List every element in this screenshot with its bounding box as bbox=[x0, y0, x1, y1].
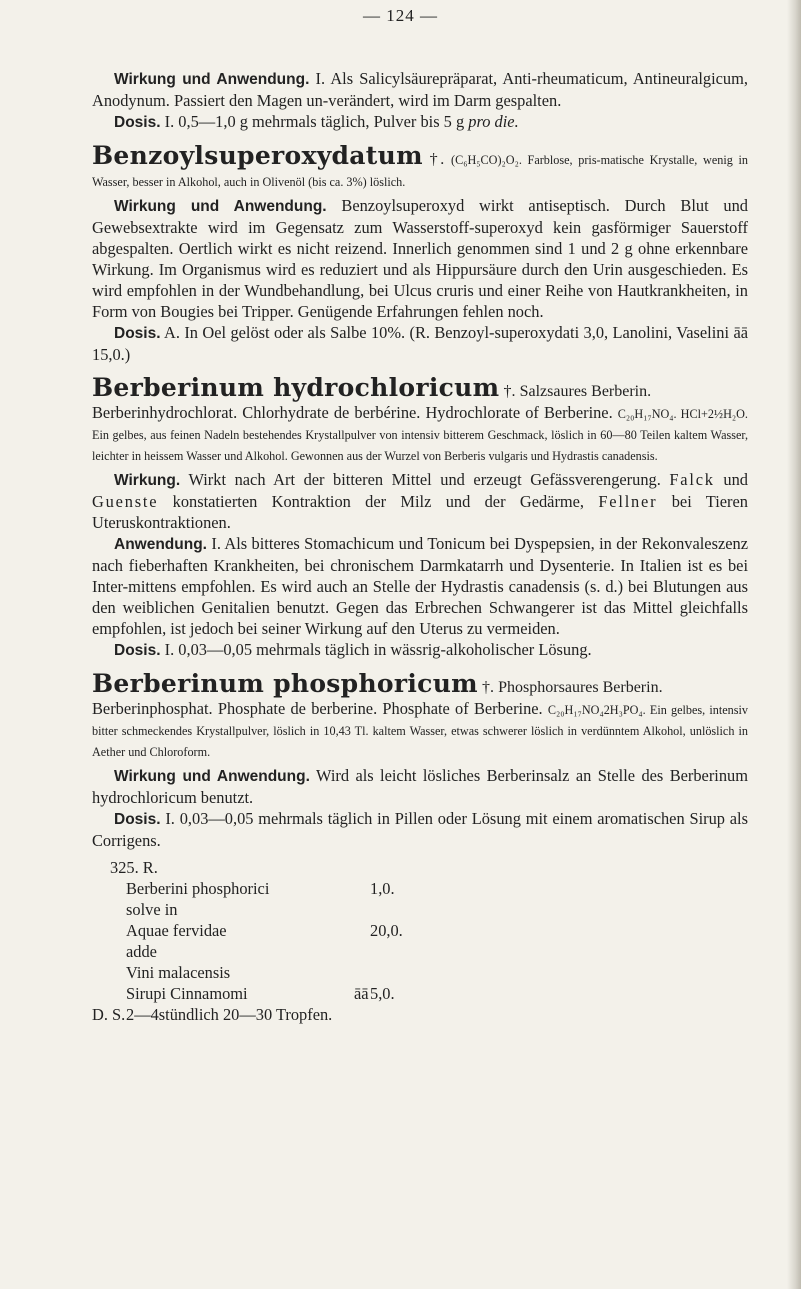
benzoyl-title: Benzoylsuperoxydatum bbox=[92, 141, 423, 170]
recipe-amount: 1,0. bbox=[370, 879, 395, 898]
recipe-ingredient: Berberini phosphorici bbox=[126, 879, 270, 898]
recipe-signatur bbox=[92, 1004, 748, 1025]
dosis-text: I. 0,5—1,0 g mehrmals täglich, Pulver bis 5 g bbox=[164, 112, 465, 131]
dosis-pro-die: pro die. bbox=[468, 112, 519, 131]
wirkung-keyword: Wirkung und Anwendung. bbox=[114, 71, 310, 88]
recipe-line bbox=[92, 920, 748, 941]
scan-edge-shadow bbox=[787, 0, 801, 1289]
dosis-text: I. 0,03—0,05 mehrmals täglich in Pillen oder Lösung mit einem aromatischen Sirup als Corrigens. bbox=[92, 809, 748, 850]
synonyms-text: Berberinhydrochlorat. Chlorhydrate de berbérine. Hydrochlorate of bbox=[92, 403, 539, 422]
berberin-phos-formula-description: C₂₀H₁₇NO₄2H₃PO₄. Ein gelbes, intensiv bitter schmeckendes Krystallpulver, löslich in 10,43 Tl. kaltem Wasser, etwas schwerer löslich in verdünntem Alkohol, unlöslich in Aether und Chloroform. bbox=[92, 703, 748, 759]
dagger-mark: †. bbox=[503, 383, 516, 400]
dosis-keyword: Dosis. bbox=[114, 114, 161, 131]
berberin-hcl-synonyms bbox=[92, 402, 748, 465]
wirkung-keyword: Wirkung und Anwendung. bbox=[114, 198, 327, 215]
berberin-hcl-dosis-paragraph bbox=[92, 639, 748, 661]
salicyl-wirkung-paragraph bbox=[92, 68, 748, 111]
berberin-phos-heading-paragraph bbox=[92, 669, 748, 698]
berberin-hcl-anwendung-paragraph bbox=[92, 533, 748, 639]
recipe-ds-label: D. S. bbox=[92, 1005, 126, 1024]
wirkung-text: I. Als Salicylsäurepräparat, Anti-rheumaticum, Antineuralgicum, Anodynum. Passiert den Magen un-verändert, wird im Darm gespalten. bbox=[92, 69, 748, 110]
author-fellner: Fellner bbox=[598, 492, 658, 511]
text-column bbox=[92, 68, 748, 1025]
berberin-phos-synonyms bbox=[92, 698, 748, 761]
berberin-phos-dosis-paragraph bbox=[92, 808, 748, 851]
recipe-number: 325. R. bbox=[110, 858, 158, 877]
recipe-line bbox=[92, 983, 748, 1004]
recipe-ingredient: Aquae fervidae bbox=[126, 921, 227, 940]
benzoyl-dosis-paragraph bbox=[92, 322, 748, 365]
wirkung-text: Wird als leicht lösliches Berberinsalz an Stelle des Berberinum hydrochloricum benutzt. bbox=[92, 766, 748, 807]
recipe-line bbox=[92, 899, 748, 920]
recipe-ds-text: 2—4stündlich 20—30 Tropfen. bbox=[126, 1005, 333, 1024]
berberin-hcl-german-name: Salzsaures Berberin. bbox=[519, 383, 652, 400]
wirkung-keyword: Wirkung. bbox=[114, 472, 181, 489]
recipe-line bbox=[92, 962, 748, 983]
wirkung-text-c: konstatierten Kontraktion der Milz und der Gedärme, bbox=[172, 492, 585, 511]
wirkung-text-b: und bbox=[723, 470, 748, 489]
synonyms-text: Berberinphosphat. Phosphate de berberine. Phosphate of Berberine. bbox=[92, 699, 543, 718]
dosis-text: A. In Oel gelöst oder als Salbe 10%. (R. Benzoyl-superoxydati 3,0, Lanolini, Vaselini āā 15,0.) bbox=[92, 323, 748, 364]
dosis-keyword: Dosis. bbox=[114, 325, 161, 342]
dosis-text: I. 0,03—0,05 mehrmals täglich in wässrig-alkoholischer Lösung. bbox=[164, 640, 592, 659]
recipe-instruction: solve in bbox=[126, 900, 178, 919]
benzoyl-wirkung-paragraph bbox=[92, 195, 748, 322]
benzoyl-heading-paragraph bbox=[92, 141, 748, 191]
page-number: — 124 — bbox=[363, 6, 438, 25]
synonyms-text-end: Berberine. bbox=[543, 403, 613, 422]
recipe-line bbox=[92, 878, 748, 899]
berberin-hcl-formula-description: C₂₀H₁₇NO₄. HCl+2½H₂O. Ein gelbes, aus feinen Nadeln bestehendes Krystallpulver von intensiv bitterem Geschmack, löslich in 60—80 Teilen kaltem Wasser, leichter in heissem Wasser und Alkohol. Gewonnen aus der Wurzel von Berberis vulgaris und Hydrastis canadensis. bbox=[92, 407, 748, 463]
dosis-keyword: Dosis. bbox=[114, 811, 161, 828]
recipe-ingredient: Vini malacensis bbox=[126, 963, 231, 982]
anwendung-text: I. Als bitteres Stomachicum und Tonicum bei Dyspepsien, in der Rekonvaleszenz nach fieberhaften Krankheiten, bei chronischem Darmkatarrh und Dysenterie. In Italien ist es bei Inter-mittens empfohlen. Es wird auch an Stelle der Hydrastis canadensis (s. d.) bei Blutungen aus den weiblichen Genitalien benutzt. Gegen das Erbrechen Schwangerer ist das Mittel gleichfalls empfohlen, ist jedoch bei seiner Wirkung auf den Uterus zu vermeiden. bbox=[92, 534, 748, 638]
berberin-hcl-wirkung-paragraph bbox=[92, 469, 748, 533]
dagger-mark: †. bbox=[429, 151, 445, 168]
wirkung-text-d: bei Tieren Uteruskontraktionen. bbox=[92, 492, 748, 532]
recipe-amount: 5,0. bbox=[370, 984, 395, 1003]
berberin-phos-title: Berberinum phosphoricum bbox=[92, 669, 478, 698]
dosis-keyword: Dosis. bbox=[114, 642, 161, 659]
wirkung-text: Benzoylsuperoxyd wirkt antiseptisch. Durch Blut und Gewebsextrakte wird im Gegensatz zum Wasserstoff-superoxyd kein gasförmiger Sauerstoff abgespalten. Oertlich wirkt es nicht reizend. Innerlich genommen sind 1 und 2 g ohne erkennbare Wirkung. Im Organismus wird es reduziert und als Hippursäure durch den Urin ausgeschieden. Es wird empfohlen in der Wundbehandlung, bei Ulcus cruris und einer Reihe von Hautkrankheiten, in Form von Bougies bei Tripper. Genügende Erfahrungen fehlen noch. bbox=[92, 196, 748, 321]
dagger-mark: †. bbox=[482, 679, 495, 696]
salicyl-dosis-paragraph bbox=[92, 111, 748, 133]
recipe-ingredient: Sirupi Cinnamomi bbox=[126, 984, 248, 1003]
benzoyl-formula-description: (C₆H₅CO)₂O₂. Farblose, pris-matische Krystalle, wenig in Wasser, besser in Alkohol, auch in Olivenöl (bis ca. 3%) löslich. bbox=[92, 153, 748, 189]
recipe-line bbox=[92, 941, 748, 962]
recipe-amount: 20,0. bbox=[370, 921, 403, 940]
berberin-hcl-title: Berberinum hydrochloricum bbox=[92, 373, 500, 402]
author-guenste: Guenste bbox=[92, 492, 159, 511]
recipe-header bbox=[92, 857, 748, 878]
recipe-instruction: adde bbox=[126, 942, 157, 961]
anwendung-keyword: Anwendung. bbox=[114, 536, 207, 553]
recipe-325 bbox=[92, 857, 748, 1025]
wirkung-keyword: Wirkung und Anwendung. bbox=[114, 768, 310, 785]
berberin-phos-wirkung-paragraph bbox=[92, 765, 748, 808]
berberin-hcl-heading-paragraph bbox=[92, 373, 748, 402]
author-falck: Falck bbox=[669, 470, 715, 489]
berberin-phos-german-name: Phosphorsaures Berberin. bbox=[498, 679, 663, 696]
recipe-ana-mark: āā bbox=[354, 984, 369, 1003]
wirkung-text-a: Wirkt nach Art der bitteren Mittel und erzeugt Gefässverengerung. bbox=[188, 470, 661, 489]
